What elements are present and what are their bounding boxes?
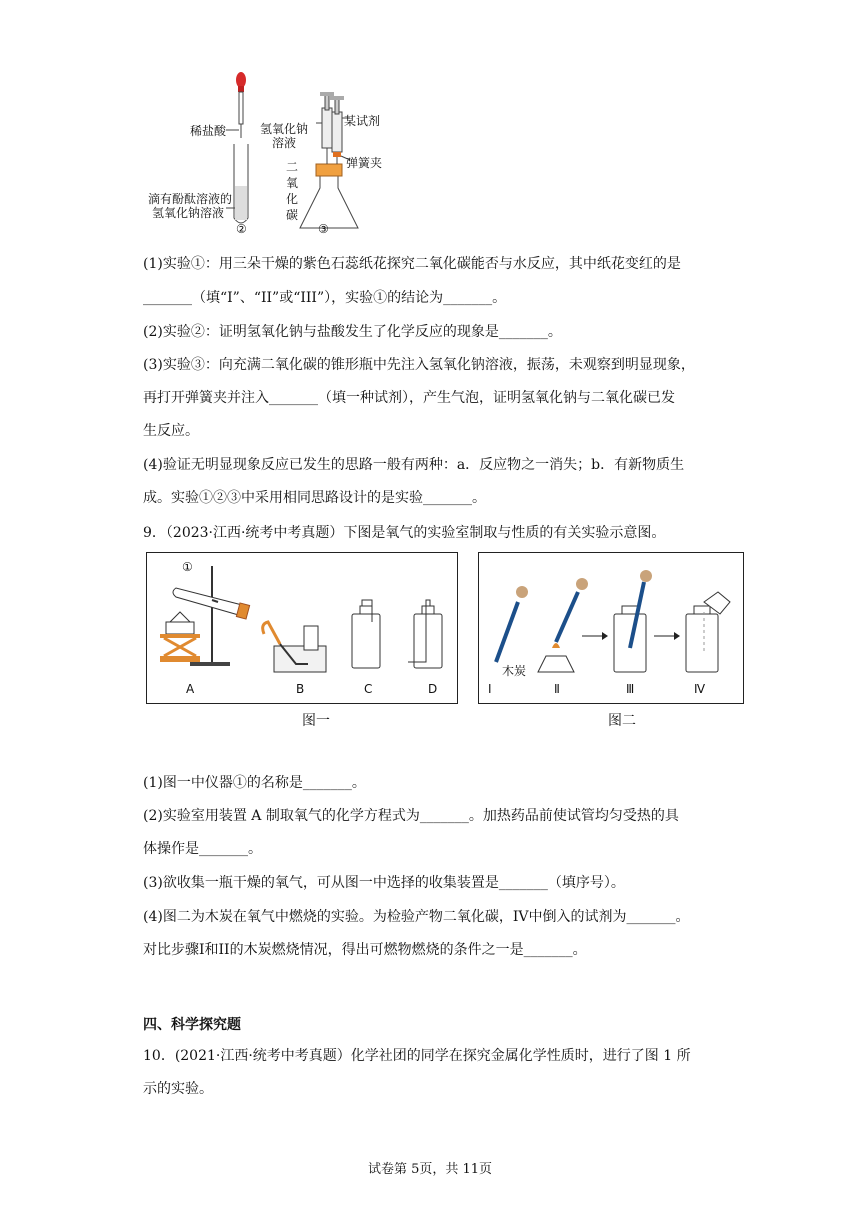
label-indicator-2: 氢氧化钠溶液 xyxy=(152,206,225,220)
label-co2-1: 二 xyxy=(286,160,299,174)
page-footer: 试卷第 5页，共 11页 xyxy=(367,1162,493,1177)
label-co2-4: 碳 xyxy=(286,208,299,222)
label-indicator-1: 滴有酚酞溶液的 xyxy=(148,192,233,206)
fig1-label-d: D xyxy=(428,682,438,696)
q8-p4b: 成。实验①②③中采用相同思路设计的是实验_______。 xyxy=(143,490,486,506)
label-reagent: 某试剂 xyxy=(344,114,381,128)
fig1-caption: 图一 xyxy=(302,713,330,729)
q8-p4a: (4)验证无明显现象反应已发生的思路一般有两种：a．反应物之一消失；b．有新物质生 xyxy=(143,457,685,473)
label-num-2: ② xyxy=(236,222,247,236)
fig2-label-ii: Ⅱ xyxy=(554,682,560,696)
q8-p3c: 生反应。 xyxy=(143,423,199,439)
fig1-label-b: B xyxy=(296,682,305,696)
fig2-caption: 图二 xyxy=(608,713,636,729)
fig2-label-charcoal: 木炭 xyxy=(502,664,527,678)
label-co2-2: 氧 xyxy=(286,176,299,190)
label-naoh-1: 氢氧化钠 xyxy=(260,122,309,136)
q9-p4a: (4)图二为木炭在氧气中燃烧的实验。为检验产物二氧化碳，IV中倒入的试剂为_______。 xyxy=(143,909,690,925)
label-hcl: 稀盐酸 xyxy=(190,124,227,138)
label-num-3: ③ xyxy=(318,222,329,236)
fig1-marker-1: ① xyxy=(182,560,193,574)
q8-p3a: (3)实验③：向充满二氧化碳的锥形瓶中先注入氢氧化钠溶液，振荡，未观察到明显现象， xyxy=(143,357,695,373)
q10-line-b: 示的实验。 xyxy=(143,1081,213,1097)
fig2-label-iii: Ⅲ xyxy=(626,682,635,696)
q8-p2: (2)实验②：证明氢氧化钠与盐酸发生了化学反应的现象是_______。 xyxy=(143,324,562,340)
q9-heading: 9．（2023·江西·统考中考真题）下图是氧气的实验室制取与性质的有关实验示意图。 xyxy=(143,525,666,541)
label-clamp: 弹簧夹 xyxy=(346,156,383,170)
fig2-label-iv: Ⅳ xyxy=(694,682,706,696)
fig2-label-i: Ⅰ xyxy=(488,682,492,696)
section-title: 四、科学探究题 xyxy=(143,1017,241,1033)
q9-p3: (3)欲收集一瓶干燥的氧气，可从图一中选择的收集装置是_______（填序号）。 xyxy=(143,875,625,891)
q9-p1: (1)图一中仪器①的名称是_______。 xyxy=(143,775,366,791)
q10-line-a: 10．(2021·江西·统考中考真题）化学社团的同学在探究金属化学性质时，进行了图 1 所 xyxy=(143,1048,691,1064)
label-naoh-2: 溶液 xyxy=(272,136,297,150)
q9-p4b: 对比步骤I和II的木炭燃烧情况，得出可燃物燃烧的条件之一是_______。 xyxy=(143,942,587,958)
fig1-label-a: A xyxy=(186,682,195,696)
label-co2-3: 化 xyxy=(286,192,299,206)
fig1-label-c: C xyxy=(364,682,373,696)
q8-p1b: _______（填“I”、“II”或“III”），实验①的结论为_______。 xyxy=(143,290,507,306)
q9-p2a: (2)实验室用装置 A 制取氧气的化学方程式为_______。加热药品前使试管均匀受热的具 xyxy=(143,808,679,824)
q8-p3b: 再打开弹簧夹并注入_______（填一种试剂），产生气泡，证明氢氧化钠与二氧化碳已发 xyxy=(143,390,675,406)
q9-p2b: 体操作是_______。 xyxy=(143,841,262,857)
q8-p1a: (1)实验①：用三朵干燥的紫色石蕊纸花探究二氧化碳能否与水反应，其中纸花变红的是 xyxy=(143,256,681,272)
